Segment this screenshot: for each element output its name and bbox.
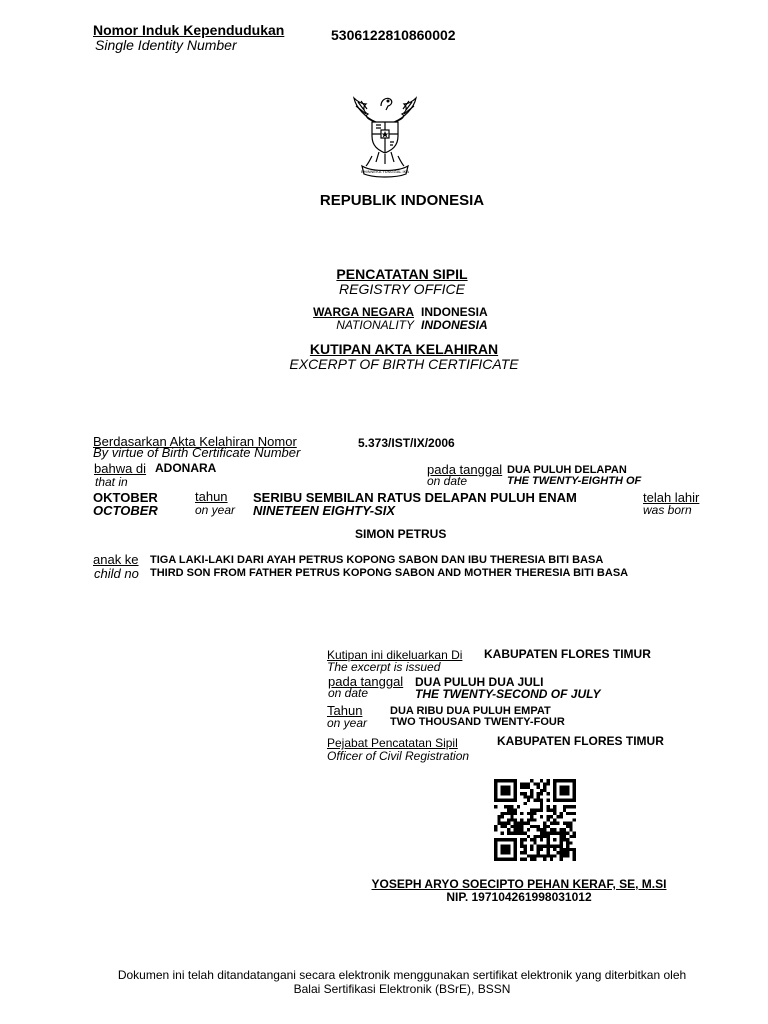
nik-label-en: Single Identity Number	[95, 37, 237, 53]
child-name-value: SIMON PETRUS	[355, 527, 447, 541]
signatory-nip: NIP. 197104261998031012	[446, 890, 592, 904]
birth-month-value-en: OCTOBER	[93, 503, 158, 518]
birth-place-label: bahwa di	[94, 461, 147, 476]
child-order-value-en: THIRD SON FROM FATHER PETRUS KOPONG SABON AND MOTHER THERESIA BITI BASA	[150, 567, 629, 579]
nik-label: Nomor Induk Kependudukan	[93, 22, 285, 38]
office-title-en: REGISTRY OFFICE	[338, 281, 466, 297]
issued-place-value: KABUPATEN FLORES TIMUR	[484, 647, 651, 661]
birth-date-label: pada tanggal	[427, 462, 503, 477]
cert-number-label: Berdasarkan Akta Kelahiran Nomor	[93, 434, 297, 449]
birth-year-label: tahun	[195, 489, 228, 504]
birth-date-value-en: THE TWENTY-EIGHTH OF	[507, 475, 642, 487]
officer-label: Pejabat Pencatatan Sipil	[327, 736, 458, 750]
nationality-label-en: NATIONALITY	[336, 318, 414, 332]
nationality-value-en: INDONESIA	[421, 318, 488, 332]
qr-code-icon	[494, 779, 576, 861]
child-order-label-en: child no	[94, 566, 139, 581]
birth-date-label-en: on date	[427, 474, 468, 488]
country-title: REPUBLIK INDONESIA	[319, 192, 485, 209]
born-label-en: was born	[643, 503, 692, 517]
born-label: telah lahir	[643, 490, 700, 505]
footer-line-2: Balai Sertifikasi Elektronik (BSrE), BSSN	[293, 982, 511, 996]
document-title-en: EXCERPT OF BIRTH CERTIFICATE	[289, 356, 519, 372]
nik-value: 5306122810860002	[331, 27, 456, 43]
cert-number-label-en: By virtue of Birth Certificate Number	[93, 445, 301, 460]
issued-year-label-en: on year	[327, 716, 368, 730]
document-title: KUTIPAN AKTA KELAHIRAN	[309, 341, 499, 357]
issued-date-value-en: THE TWENTY-SECOND OF JULY	[415, 687, 601, 701]
officer-label-en: Officer of Civil Registration	[327, 749, 470, 763]
birth-year-value-en: NINETEEN EIGHTY-SIX	[253, 503, 396, 518]
issued-year-value: DUA RIBU DUA PULUH EMPAT	[390, 705, 551, 717]
birth-place-label-en: that in	[95, 475, 128, 489]
nationality-value: INDONESIA	[421, 305, 488, 319]
issued-date-label: pada tanggal	[328, 674, 404, 689]
issued-place-label-en: The excerpt is issued	[327, 660, 441, 674]
issued-place-label: Kutipan ini dikeluarkan Di	[327, 648, 463, 662]
issued-year-label: Tahun	[327, 703, 363, 718]
footer-line-1: Dokumen ini telah ditandatangani secara elektronik menggunakan sertifikat elektronik yang diterbitkan oleh	[117, 968, 687, 982]
child-order-label: anak ke	[93, 552, 139, 567]
officer-value: KABUPATEN FLORES TIMUR	[497, 734, 664, 748]
birth-month-value: OKTOBER	[93, 490, 158, 505]
signatory-name: YOSEPH ARYO SOECIPTO PEHAN KERAF, SE, M.SI	[371, 877, 667, 891]
office-title: PENCATATAN SIPIL	[336, 266, 468, 282]
cert-number-value: 5.373/IST/IX/2006	[358, 436, 455, 450]
garuda-emblem-icon	[348, 92, 422, 178]
birth-date-value: DUA PULUH DELAPAN	[507, 464, 627, 476]
svg-text:BHINNEKA TUNGGAL IKA: BHINNEKA TUNGGAL IKA	[360, 169, 410, 174]
birth-year-label-en: on year	[195, 503, 236, 517]
birth-year-value: SERIBU SEMBILAN RATUS DELAPAN PULUH ENAM	[253, 490, 577, 505]
issued-year-value-en: TWO THOUSAND TWENTY-FOUR	[390, 716, 565, 728]
child-order-value: TIGA LAKI-LAKI DARI AYAH PETRUS KOPONG SABON DAN IBU THERESIA BITI BASA	[150, 554, 604, 566]
issued-date-value: DUA PULUH DUA JULI	[415, 675, 544, 689]
nationality-label: WARGA NEGARA	[313, 305, 414, 319]
issued-date-label-en: on date	[328, 686, 369, 700]
birth-place-value: ADONARA	[155, 461, 217, 475]
